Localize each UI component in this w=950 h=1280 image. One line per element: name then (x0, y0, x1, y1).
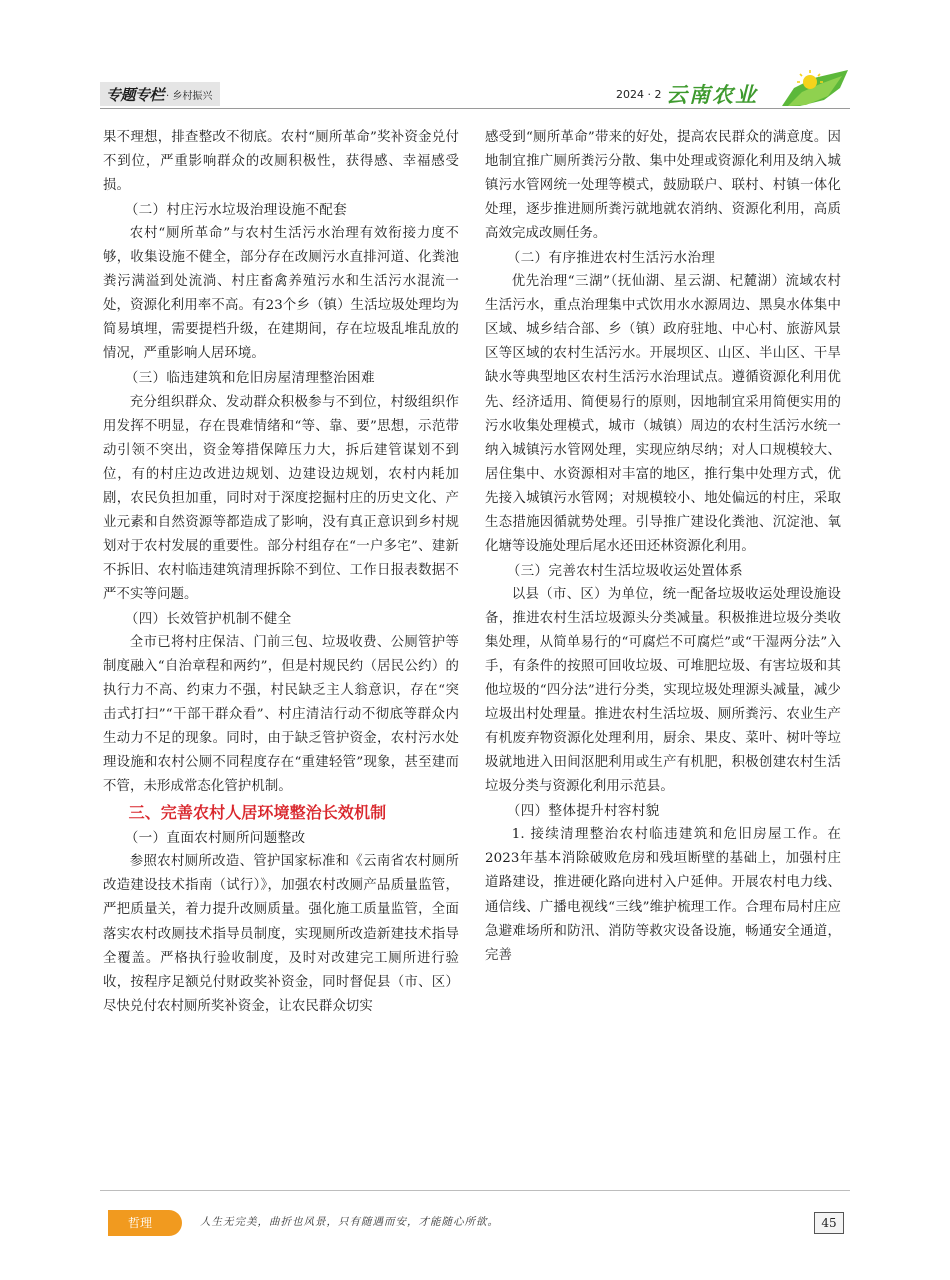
paragraph: 充分组织群众、发动群众积极参与不到位，村级组织作用发挥不明显，存在畏难情绪和“等、靠、要”思想，示范带动引领不突出，资金筹措保障压力大，拆后建管谋划不到位，有的村庄边改进边规划、边建设边规划，农村内耗加剧，农民负担加重，同时对于深度挖掘村庄的历史文化、产业元素和自然资源等都造成了影响，没有真正意识到乡村规划对于农村发展的重要性。部分村组存在“一户多宅”、建新不拆旧、农村临违建筑清理拆除不到位、工作日报表数据不严不实等问题。 (103, 394, 459, 602)
section-heading: 三、完善农村人居环境整治长效机制 (128, 803, 387, 823)
right-column (485, 126, 841, 968)
column-subtitle: · 乡村振兴 (166, 90, 213, 102)
header-divider (100, 108, 850, 109)
column-title: 专题专栏 (106, 85, 165, 104)
paragraph: 优先治理“三湖”（抚仙湖、星云湖、杞麓湖）流域农村生活污水，重点治理集中式饮用水水源周边、黑臭水体集中区域、城乡结合部、乡（镇）政府驻地、中心村、旅游风景区等区域的农村生活污水。开展坝区、山区、半山区、干旱缺水等典型地区农村生活污水治理试点。遵循资源化利用优先、经济适用、简便易行的原则，因地制宜采用简便实用的污水收集处理模式，城市（城镇）周边的农村生活污水统一纳入城镇污水管网处理，实现应纳尽纳；对人口规模较大、居住集中、水资源相对丰富的地区，推行集中处理方式，优先接入城镇污水管网；对规模较小、地处偏远的村庄，采取生态措施因循就势处理。引导推广建设化粪池、沉淀池、氧化塘等设施处理后尾水还田还林资源化利用。 (485, 274, 841, 554)
footer-divider (100, 1190, 850, 1191)
continued-paragraph: 感受到“厕所革命”带来的好处，提高农民群众的满意度。因地制宜推广厕所粪污分散、集中处理或资源化利用及纳入城镇污水管网统一处理等模式，鼓励联户、联村、村镇一体化处理，逐步推进厕所粪污就地就农消纳、资源化利用，高质高效完成改厕任务。 (485, 130, 841, 242)
subheading: （二）村庄污水垃圾治理设施不配套 (124, 202, 348, 219)
footer-badge-label: 哲理 (128, 1216, 153, 1230)
left-column (103, 126, 459, 1019)
page-number: 45 (814, 1212, 844, 1234)
subheading: （一）直面农村厕所问题整改 (124, 830, 306, 847)
paragraph: 农村“厕所革命”与农村生活污水治理有效衔接力度不够，收集设施不健全，部分存在改厕污水直排河道、化粪池粪污满溢到处流淌、村庄畜禽养殖污水和生活污水混流一处，资源化利用率不高。有23个乡（镇）生活垃圾处理均为简易填埋，需要提档升级，在建期间，存在垃圾乱堆乱放的情况，严重影响人居环境。 (103, 226, 459, 362)
sun-leaf-logo-icon (780, 68, 850, 108)
subheading: （三）完善农村生活垃圾收运处置体系 (506, 562, 743, 579)
issue-number: 2024 · 2 (616, 88, 662, 101)
column-label (100, 82, 220, 106)
continued-paragraph: 果不理想，排查整改不彻底。农村“厕所革命”奖补资金兑付不到位，严重影响群众的改厕积极性，获得感、幸福感受损。 (103, 130, 459, 194)
subheading: （三）临违建筑和危旧房屋清理整治困难 (124, 370, 375, 387)
paragraph: 全市已将村庄保洁、门前三包、垃圾收费、公厕管护等制度融入“自治章程和两约”，但是村规民约（居民公约）的执行力不高、约束力不强，村民缺乏主人翁意识，存在“突击式打扫”“干部干群众看”、村庄清洁行动不彻底等群众内生动力不足的现象。同时，由于缺乏管护资金，农村污水处理设施和农村公厕不同程度存在“重建轻管”现象，甚至建而不管，未形成常态化管护机制。 (103, 634, 459, 795)
subheading: （四）整体提升村容村貌 (506, 803, 660, 820)
subheading: （二）有序推进农村生活污水治理 (506, 250, 716, 267)
magazine-title: 云南农业 (666, 82, 758, 107)
footer-quote: 人生无完美，曲折也风景，只有随遇而安，才能随心所欲。 (200, 1216, 499, 1228)
paragraph: 参照农村厕所改造、管护国家标准和《云南省农村厕所改造建设技术指南（试行）》，加强农村改厕产品质量监管，严把质量关，着力提升改厕质量。强化施工质量监管，全面落实农村改厕技术指导员制度，实现厕所改造新建技术指导全覆盖。严格执行验收制度，及时对改建完工厕所进行验收，按程序足额兑付财政奖补资金，同时督促县（市、区）尽快兑付农村厕所奖补资金，让农民群众切实 (103, 854, 459, 1014)
paragraph: 以县（市、区）为单位，统一配备垃圾收运处理设施设备，推进农村生活垃圾源头分类减量。积极推进垃圾分类收集处理，从简单易行的“可腐烂不可腐烂”或“干湿两分法”入手，有条件的按照可回收垃圾、可堆肥垃圾、有害垃圾和其他垃圾的“四分法”进行分类，实现垃圾处理源头减量，减少垃圾出村处理量。推进农村生活垃圾、厕所粪污、农业生产有机废弃物资源化处理利用，厨余、果皮、菜叶、树叶等垃圾就地进入田间沤肥利用或生产有机肥，积极创建农村生活垃圾分类与资源化利用示范县。 (485, 586, 841, 795)
paragraph: 1. 接续清理整治农村临违建筑和危旧房屋工作。在2023年基本消除破败危房和残垣断壁的基础上，加强村庄道路建设，推进硬化路向进村入户延伸。开展农村电力线、通信线、广播电视线“三线”维护梳理工作。合理布局村庄应急避难场所和防汛、消防等救灾设备设施，畅通安全通道，完善 (485, 827, 841, 963)
page-header (100, 68, 850, 108)
subheading: （四）长效管护机制不健全 (124, 610, 292, 627)
